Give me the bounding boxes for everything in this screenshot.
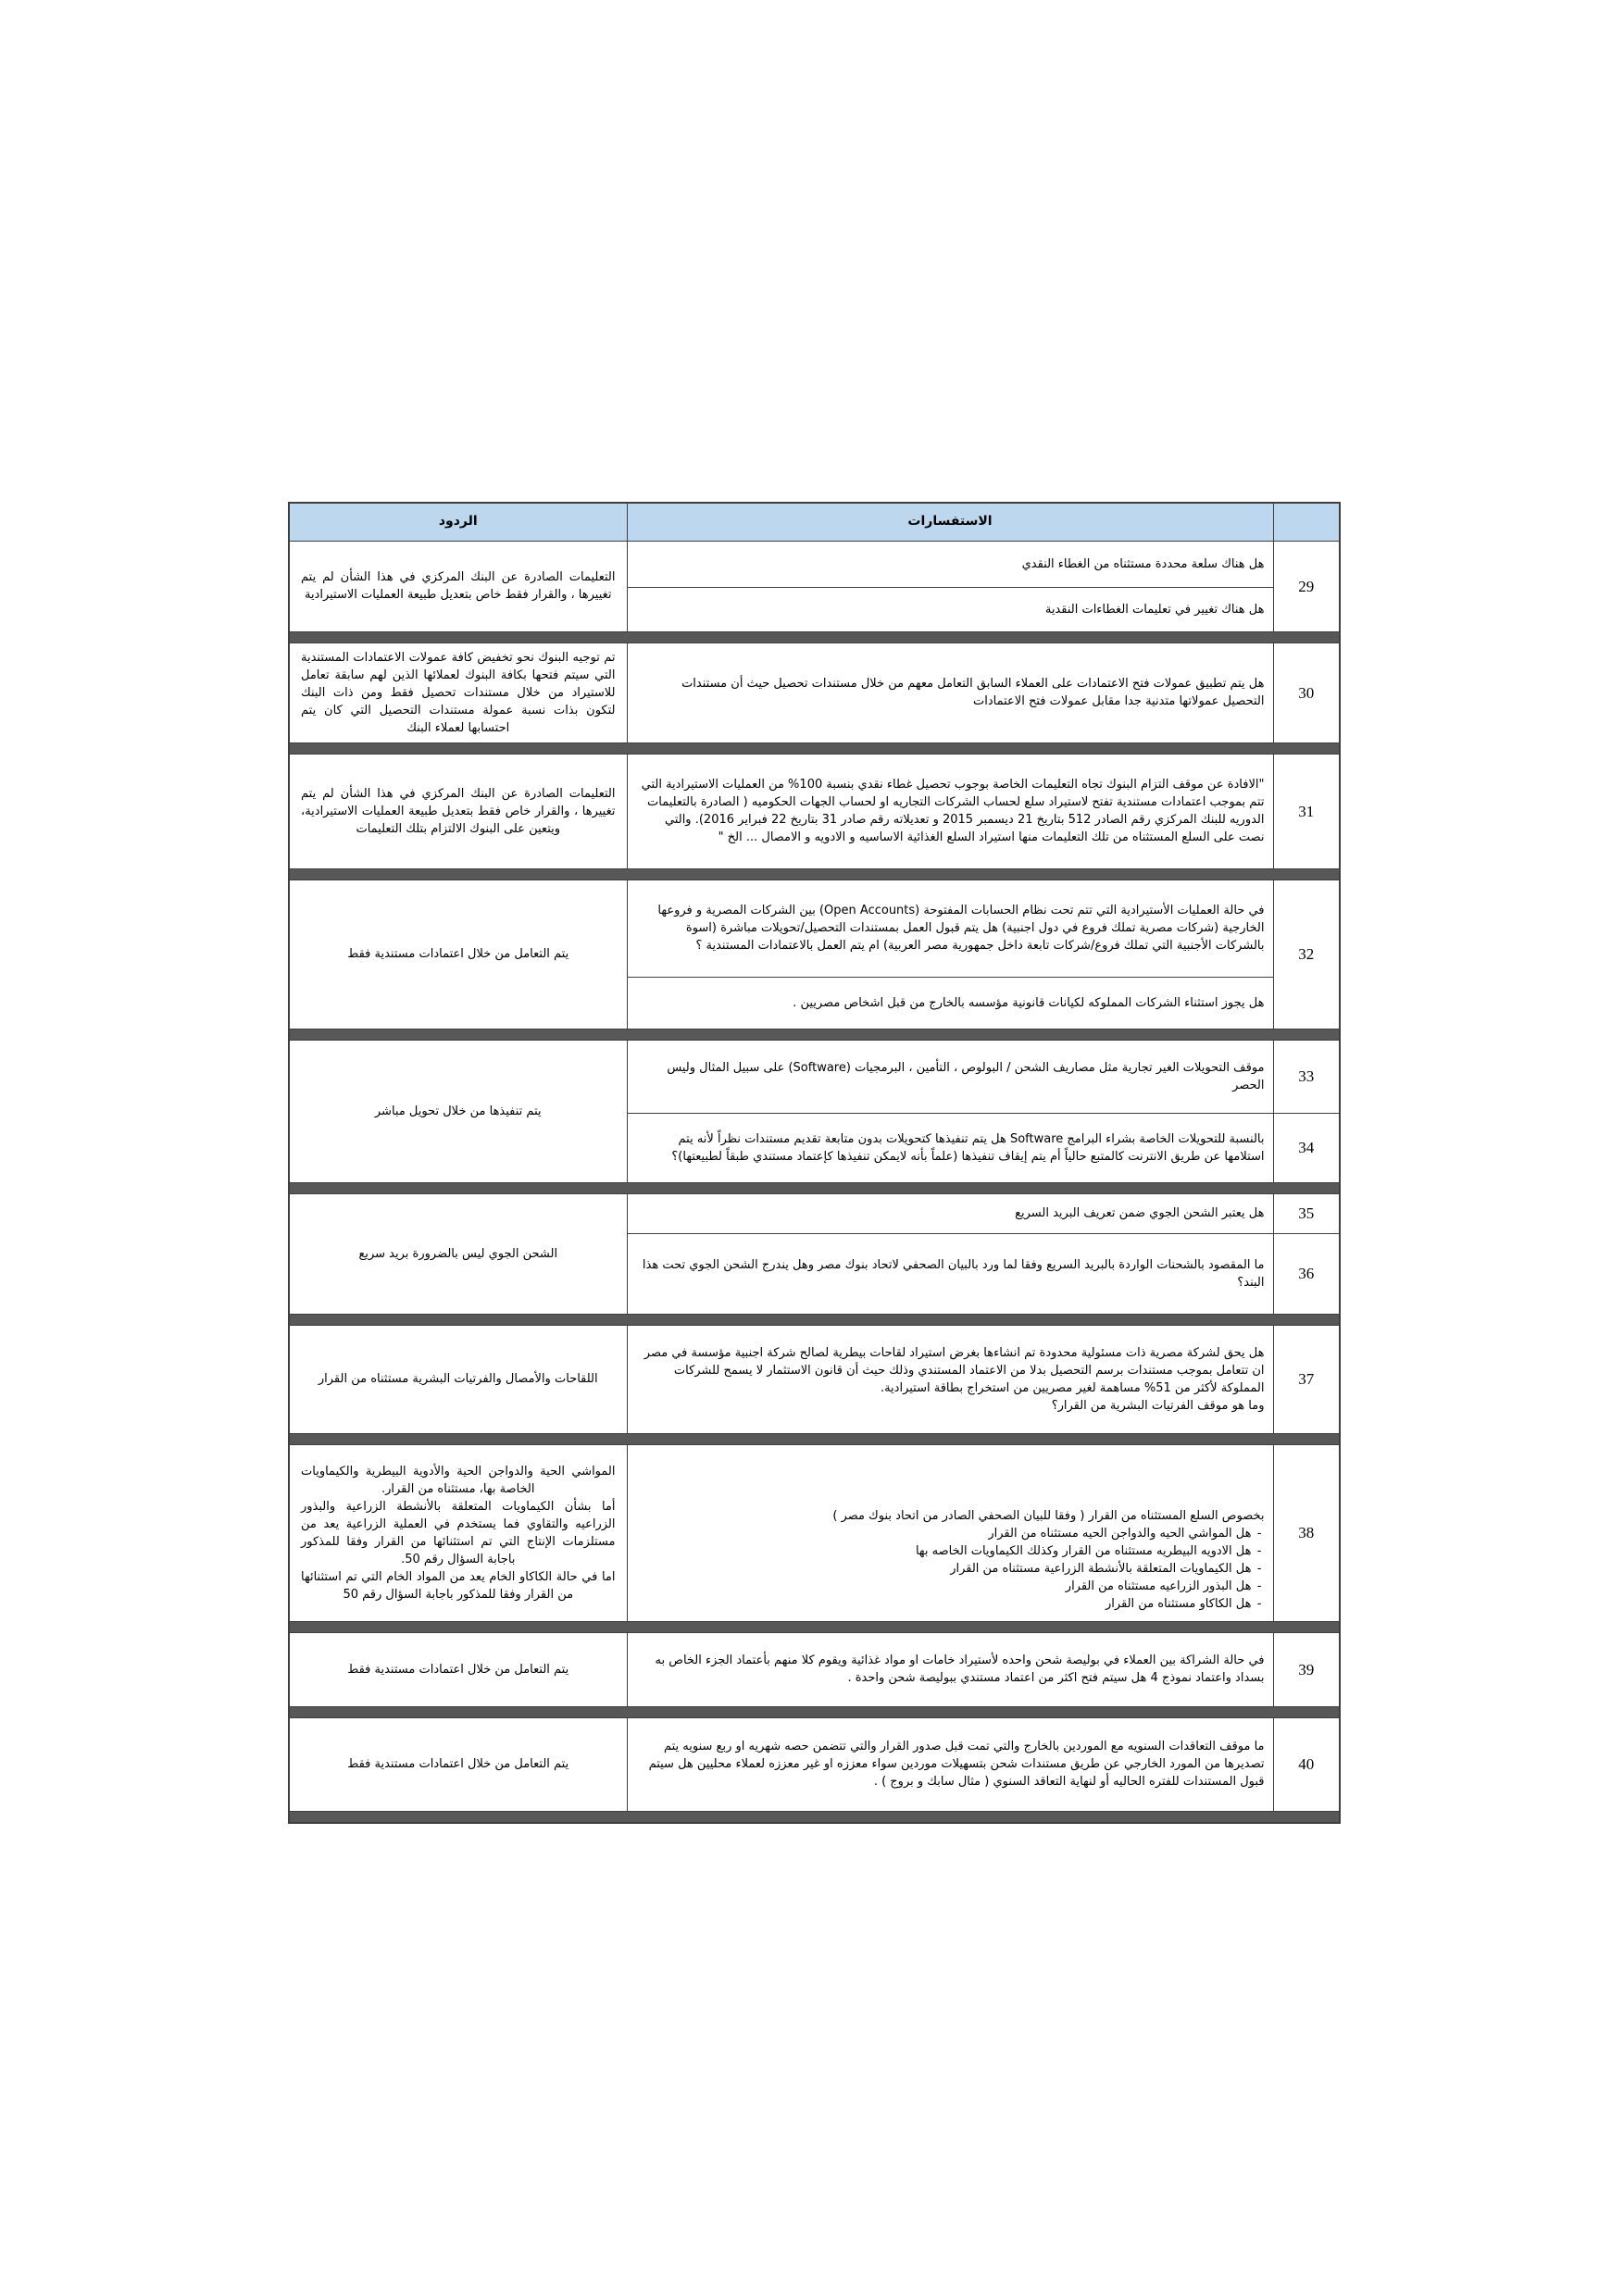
- table-row: [289, 1325, 1340, 1433]
- response-cell: يتم تنفيذها من خلال تحويل مباشر: [289, 1040, 627, 1182]
- inquiry-intro: بخصوص السلع المستثناه من القرار ( وفقا للبيان الصحفي الصادر من اتحاد بنوك مصر ): [832, 1508, 1265, 1523]
- response-cell: يتم التعامل من خلال اعتمادات مستندية فقط: [289, 880, 627, 1029]
- row-separator: [289, 1811, 1340, 1823]
- row-separator: [289, 868, 1340, 880]
- separator-bar: [289, 742, 1340, 754]
- separator-bar: [289, 1811, 1340, 1823]
- row-separator: [289, 1182, 1340, 1193]
- response-cell: الشحن الجوي ليس بالضرورة بريد سريع: [289, 1193, 627, 1314]
- row-separator: [289, 631, 1340, 643]
- inquiry-cell: هل هناك تغيير في تعليمات الغطاءات النقدية: [627, 587, 1273, 631]
- row-separator: [289, 1706, 1340, 1717]
- row-separator: [289, 1314, 1340, 1325]
- separator-bar: [289, 1706, 1340, 1717]
- row-number: 29: [1273, 541, 1340, 631]
- table-row: [289, 643, 1340, 742]
- separator-bar: [289, 868, 1340, 880]
- row-number: 40: [1273, 1717, 1340, 1811]
- row-number: 38: [1273, 1444, 1340, 1621]
- inquiry-paragraph: هل يحق لشركة مصرية ذات مسئولية محدودة تم انشاءها بغرض استيراد لقاحات بيطرية لصالح شركة اجنبية مؤسسة في مصر ان تتعامل بموجب مستندات برسم التحصيل بدلا من الاعتماد المستندي وذلك حيث أن قانون الاستثمار لا يسمح للشركات المملوكة لأكثر من 51% مساهمة لغير مصريين من استخراج بطاقة استيرادية.: [643, 1345, 1265, 1395]
- row-separator: [289, 1621, 1340, 1632]
- list-item: - هل المواشي الحيه والدواجن الحيه مستثناه من القرار: [637, 1525, 1252, 1542]
- inquiry-cell: [627, 1325, 1273, 1433]
- response-paragraph: اما في حالة الكاكاو الخام يعد من المواد الخام التي تم استثنائها من القرار وفقا للمذكور باجابة السؤال رقم 50: [301, 1569, 616, 1602]
- separator-bar: [289, 631, 1340, 643]
- response-cell: اللقاحات والأمصال والفرتيات البشرية مستثناه من القرار: [289, 1325, 627, 1433]
- inquiry-cell: بالنسبة للتحويلات الخاصة بشراء البرامج Software هل يتم تنفيذها كتحويلات بدون متابعة تقديم مستندات نظراً لأنه يتم استلامها عن طريق الانترنت كالمتبع حالياً أم يتم إيقاف تنفيذها (علماً بأنه لايمكن تنفيذها كإعتماد مستندي طبقاً لطبيعتها)؟: [627, 1113, 1273, 1182]
- response-cell: يتم التعامل من خلال اعتمادات مستندية فقط: [289, 1717, 627, 1811]
- row-number: 37: [1273, 1325, 1340, 1433]
- header-inquiries: الاستفسارات: [627, 503, 1273, 541]
- table-row: [289, 1717, 1340, 1811]
- response-cell: التعليمات الصادرة عن البنك المركزي في هذا الشأن لم يتم تغييرها ، والقرار خاص فقط بتعديل طبيعة العمليات الاستيرادية، ويتعين على البنوك الالتزام بتلك التعليمات: [289, 754, 627, 868]
- inquiry-cell: ما موقف التعاقدات السنويه مع الموردين بالخارج والتي تمت قبل صدور القرار والتي تتضمن حصه شهريه او ربع سنويه يتم تصديرها من المورد الخارجي عن طريق مستندات شحن بتسهيلات موردين سواء معززه او غير معززه لعملاء محليين هل سيتم قبول المستندات للفتره الحاليه أو لنهاية التعاقد السنوي ( مثال سابك و بروج ) .: [627, 1717, 1273, 1811]
- response-cell: يتم التعامل من خلال اعتمادات مستندية فقط: [289, 1632, 627, 1706]
- inquiry-paragraph: وما هو موقف الفرتيات البشرية من القرار؟: [1051, 1398, 1265, 1413]
- inquiry-cell: ما المقصود بالشحنات الواردة بالبريد السريع وفقا لما ورد بالبيان الصحفي لاتحاد بنوك مصر وهل يندرج الشحن الجوي تحت هذا البند؟: [627, 1233, 1273, 1314]
- row-number: 35: [1273, 1193, 1340, 1233]
- separator-bar: [289, 1621, 1340, 1632]
- separator-bar: [289, 1182, 1340, 1193]
- inquiry-list: [637, 1525, 1265, 1613]
- row-separator: [289, 1433, 1340, 1444]
- table-row: [289, 541, 1340, 587]
- row-number: 33: [1273, 1040, 1340, 1113]
- table-row: [289, 754, 1340, 868]
- response-paragraph: المواشي الحية والدواجن الحية والأدوية البيطرية والكيماويات الخاصة بها، مستثناه من القرار.: [301, 1464, 616, 1496]
- table-row: [289, 1632, 1340, 1706]
- row-number: 32: [1273, 880, 1340, 1029]
- response-paragraph: أما بشأن الكيماويات المتعلقة بالأنشطة الزراعية والبذور الزراعيه والتقاوي فما يستخدم في العملية الزراعية يعد من مستلزمات الإنتاج التي تم استثنائها من القرار وفقا للمذكور باجابة السؤال رقم 50.: [301, 1499, 616, 1566]
- row-number: 39: [1273, 1632, 1340, 1706]
- row-number: 31: [1273, 754, 1340, 868]
- inquiry-cell: [627, 1444, 1273, 1621]
- inquiry-cell: في حالة الشراكة بين العملاء في بوليصة شحن واحده لأستيراد خامات او مواد غذائية ويقوم كلا منهم بأعتماد الجزء الخاص به بسداد واعتماد نموذج 4 هل سيتم فتح اكثر من اعتماد مستندي ببوليصة شحن واحدة .: [627, 1632, 1273, 1706]
- table-row: [289, 1040, 1340, 1113]
- table-row: [289, 1444, 1340, 1621]
- inquiry-cell: "الافادة عن موقف التزام البنوك تجاه التعليمات الخاصة بوجوب تحصيل غطاء نقدي بنسبة 100% من العمليات الاستيرادية التي تتم بموجب اعتمادات مستندية تفتح لاستيراد سلع لحساب الشركات التجاريه او لحساب الجهات الحكوميه ( الصادرة بالتعليمات الدوريه للبنك المركزي رقم الصادر 512 بتاريخ 21 ديسمبر 2015 و تعديلاته رقم صادر 31 بتاريخ 22 فبراير 2016). والتي نصت على السلع المستثناه من تلك التعليمات منها استيراد السلع الغذائية الاساسيه و الادويه و الامصال ... الخ ": [627, 754, 1273, 868]
- separator-bar: [289, 1029, 1340, 1040]
- header-number-cell: [1273, 503, 1340, 541]
- inquiries-table: [288, 502, 1341, 1824]
- inquiry-cell: هل يجوز استثناء الشركات المملوكه لكيانات قانونية مؤسسه بالخارج من قبل اشخاص مصريين .: [627, 977, 1273, 1029]
- table-row: [289, 1193, 1340, 1233]
- response-cell: [289, 1444, 627, 1621]
- row-number: 34: [1273, 1113, 1340, 1182]
- row-number: 30: [1273, 643, 1340, 742]
- row-separator: [289, 742, 1340, 754]
- inquiry-cell: هل هناك سلعة محددة مستثناه من الغطاء النقدي: [627, 541, 1273, 587]
- inquiry-cell: هل يعتبر الشحن الجوي ضمن تعريف البريد السريع: [627, 1193, 1273, 1233]
- row-separator: [289, 1029, 1340, 1040]
- list-item: - هل الكاكاو مستثناه من القرار: [637, 1595, 1252, 1613]
- table-header-row: [289, 503, 1340, 541]
- inquiry-cell: هل يتم تطبيق عمولات فتح الاعتمادات على العملاء السابق التعامل معهم من خلال مستندات تحصيل حيث أن مستندات التحصيل عمولاتها متدنية جدا مقابل عمولات فتح الاعتمادات: [627, 643, 1273, 742]
- row-number: 36: [1273, 1233, 1340, 1314]
- list-item: - هل البذور الزراعيه مستثناه من القرار: [637, 1578, 1252, 1595]
- response-cell: التعليمات الصادرة عن البنك المركزي في هذا الشأن لم يتم تغييرها ، والقرار فقط خاص بتعديل طبيعة العمليات الاستيرادية: [289, 541, 627, 631]
- separator-bar: [289, 1433, 1340, 1444]
- table-row: [289, 880, 1340, 977]
- list-item: - هل الادويه البيطريه مستثناه من القرار وكذلك الكيماويات الخاصه بها: [637, 1542, 1252, 1560]
- inquiry-cell: موقف التحويلات الغير تجارية مثل مصاريف الشحن / البولوص ، التأمين ، البرمجيات (Software) على سبيل المثال وليس الحصر: [627, 1040, 1273, 1113]
- header-responses: الردود: [289, 503, 627, 541]
- response-cell: تم توجيه البنوك نحو تخفيض كافة عمولات الاعتمادات المستندية التي سيتم فتحها بكافة البنوك لعملائها الذين لهم سابقة تعامل للاستيراد من خلال مستندات تحصيل فقط ومن ذات البنك لتكون بذات نسبة عمولة مستندات التحصيل التي كان يتم احتسابها لعملاء البنك: [289, 643, 627, 742]
- list-item: - هل الكيماويات المتعلقة بالأنشطة الزراعية مستثناه من القرار: [637, 1560, 1252, 1578]
- inquiry-cell: في حالة العمليات الأستيرادية التي تتم تحت نظام الحسابات المفتوحة (Open Accounts) بين الشركات المصرية و فروعها الخارجية (شركات مصرية تملك فروع في دول اجنبية) هل يتم قبول العمل بمستندات التحصيل/تحويلات مباشرة (اسوة بالشركات الأجنبية التي تملك فروع/شركات تابعة داخل جمهورية مصر العربية) ام يتم العمل بالاعتمادات المستندية ؟: [627, 880, 1273, 977]
- separator-bar: [289, 1314, 1340, 1325]
